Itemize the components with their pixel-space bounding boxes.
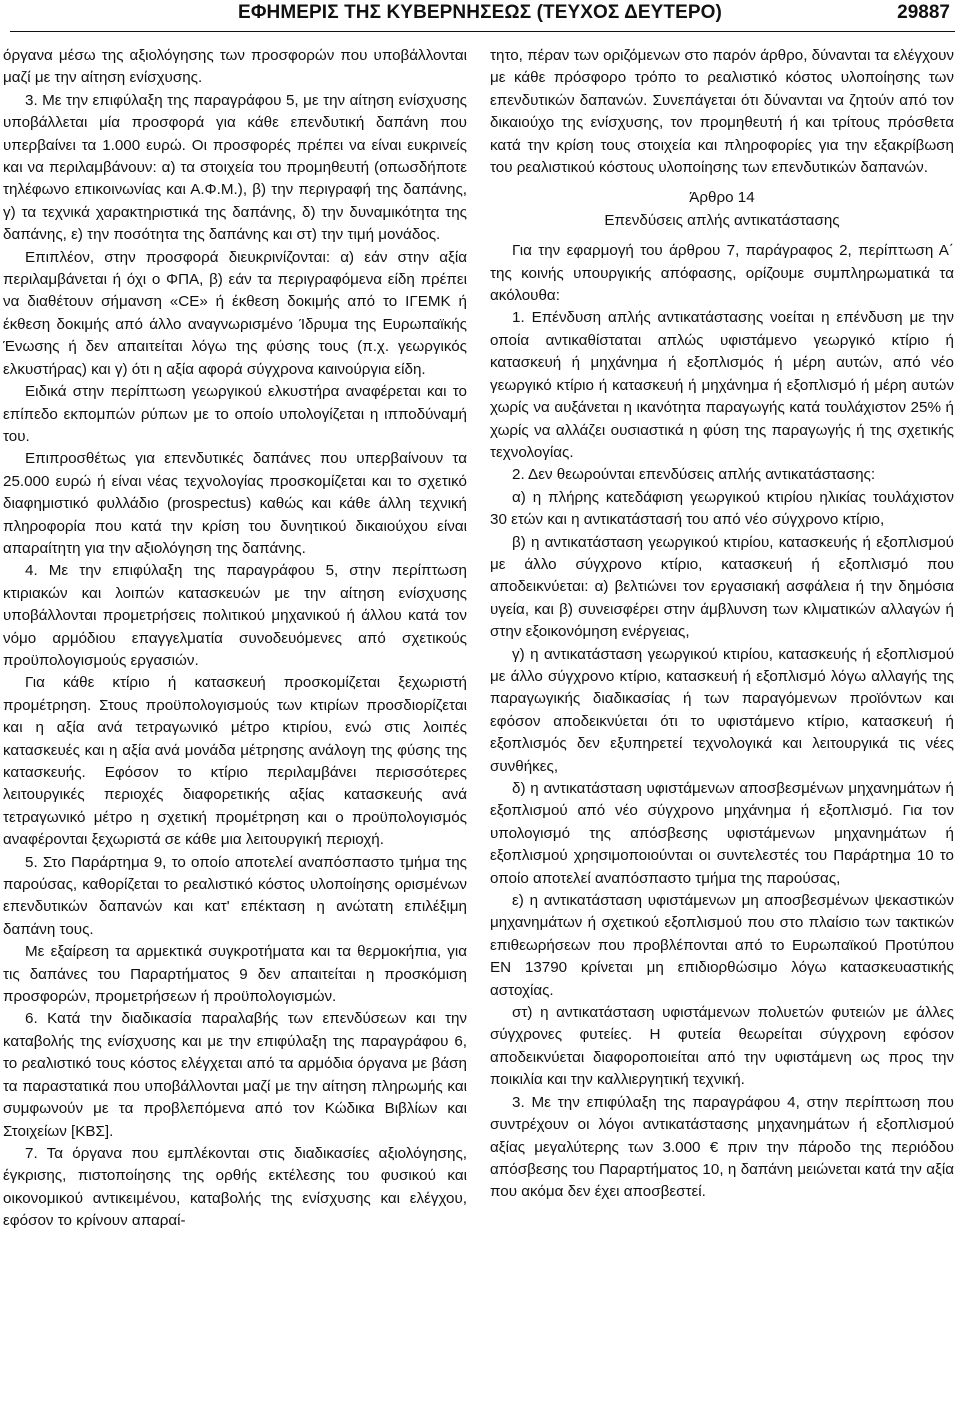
- right-column: [490, 45, 954, 1204]
- paragraph: Με εξαίρεση τα αρμεκτικά συγκροτήματα και τα θερμοκήπια, για τις δαπάνες του Παραρτήματος 9 δεν απαιτείται η προσκόμιση προσφορών, προμετρήσεων ή προϋπολογισμών.: [3, 943, 467, 1006]
- paragraph: 3. Με την επιφύλαξη της παραγράφου 4, στην περίπτωση που συντρέχουν οι λόγοι αντικατάστασης μηχανημάτων ή εξοπλισμού αξίας μεγαλύτερης των 3.000 € πριν την πάροδο της περιόδου απόσβεσης του Παραρτήματος 10, η δαπάνη μειώνεται κατά την αξία που ακόμα δεν έχει αποσβεστεί.: [490, 1093, 954, 1201]
- article-number: Άρθρο 14: [689, 189, 755, 207]
- paragraph: 3. Με την επιφύλαξη της παραγράφου 5, με την αίτηση ενίσχυσης υποβάλλεται μία προσφορά για κάθε επενδυτική δαπάνη που υπερβαίνει τα 1.000 ευρώ. Οι προσφορές πρέπει να είναι ευκρινείς και να περιλαμβάνουν: α) τα στοιχεία του προμηθευτή (οπωσδήποτε τηλέφωνο επικοινωνίας και Α.Φ.Μ.), β) την περιγραφή της δαπάνης, γ) τα τεχνικά χαρακτηριστικά της δαπάνης, δ) την δυναμικότητα της δαπάνης, ε) την ποσότητα της δαπάνης και στ) την τιμή μονάδος.: [3, 91, 467, 244]
- left-column: [3, 45, 467, 1233]
- paragraph: β) η αντικατάσταση γεωργικού κτιρίου, κατασκευής ή εξοπλισμού με άλλο σύγχρονο κτίριο, κατασκευή ή εξοπλισμό που αποδεικνύεται: α) βελτιώνει τον εργασιακή ασφάλεια ή την δημόσια υγεία, και β) συνεισφέρει στην άμβλυνση των κλιματικών αλλαγών ή στην εξοικονόμηση ενέργειας,: [490, 533, 954, 641]
- paragraph: 5. Στο Παράρτημα 9, το οποίο αποτελεί αναπόσπαστο τμήμα της παρούσας, καθορίζεται το ρεαλιστικό κόστος υλοποίησης ορισμένων επενδυτικών δαπανών και κατ' επέκταση η ανώτατη επιλέξιμη δαπάνη τους.: [3, 853, 467, 938]
- paragraph: τητο, πέραν των οριζόμενων στο παρόν άρθρο, δύνανται τα ελέγχουν με κάθε πρόσφορο τρόπο το ρεαλιστικό κόστος υλοποίησης των επενδυτικών δαπανών. Συνεπάγεται ότι δύνανται να ζητούν από τον δικαιούχο της ενίσχυσης, τον προμηθευτή ή και τρίτους πρόσθετα κατά την κρίση τους στοιχεία και πληροφορίες για την εξακρίβωση του ρεαλιστικού κόστους υλοποίησης των επενδυτικών δαπανών.: [490, 47, 954, 177]
- paragraph: 2. Δεν θεωρούνται επενδύσεις απλής αντικατάστασης:: [512, 466, 876, 484]
- paragraph: Για κάθε κτίριο ή κατασκευή προσκομίζεται ξεχωριστή προμέτρηση. Στους προϋπολογισμούς των κτιρίων προσδιορίζεται και η αξία ανά τετραγωνικό μέτρο κτιρίου, ενώ στις λοιπές κατασκευές και η αξία ανά μονάδα μέτρησης ανάλογη της φύσης της κατασκευής. Εφόσον το κτίριο περιλαμβάνει περισσότερες λειτουργικές περιοχές διαφορετικής αξίας κατασκευής ανά τετραγωνικό μέτρο η σχετική προμέτρηση και ο προϋπολογισμός αναφέρονται ξεχωριστά σε κάθε μια λειτουργική περιοχή.: [3, 674, 467, 849]
- paragraph: δ) η αντικατάσταση υφιστάμενων αποσβεσμένων μηχανημάτων ή εξοπλισμού από νέο σύγχρονο μηχάνημα ή εξοπλισμό. Για τον υπολογισμό της απόσβεσης υφιστάμενων μηχανημάτων ή εξοπλισμού χρησιμοποιούνται οι συντελεστές του Παράρτημα 10 το οποίο αποτελεί αναπόσπαστο τμήμα της παρούσας,: [490, 780, 954, 887]
- paragraph: στ) η αντικατάσταση υφιστάμενων πολυετών φυτειών με άλλες σύγχρονες φυτείες. Η φυτεία θεωρείται σύγχρονη εφόσον αποδεικνύεται διαφοροποιείται από την υφιστάμενη ως προς την ποικιλία και την καλλιεργητική τεχνική.: [490, 1004, 954, 1089]
- paragraph: Για την εφαρμογή του άρθρου 7, παράγραφος 2, περίπτωση Α΄ της κοινής υπουργικής απόφασης, ορίζουμε συμπληρωματικά τα ακόλουθα:: [490, 242, 954, 305]
- paragraph: Επιπλέον, στην προσφορά διευκρινίζονται: α) εάν στην αξία περιλαμβάνεται ή όχι ο ΦΠΑ, β) εάν τα περιγραφόμενα είδη πρέπει να διαθέτουν σήμανση «CE» ή έκθεση δοκιμής από το ΙΓΕΜΚ ή έκθεση δοκιμής από άλλο αναγνωρισμένο Ίδρυμα της Ευρωπαϊκής Ένωσης ή δεν απαιτείται λόγω της φύσης τους (π.χ. γεωργικός ελκυστήρας) και γ) ότι η αξία αφορά σύγχρονα καινούργια είδη.: [3, 248, 467, 378]
- paragraph: όργανα μέσω της αξιολόγησης των προσφορών που υποβάλλονται μαζί με την αίτηση ενίσχυσης.: [3, 47, 467, 87]
- paragraph: Ειδικά στην περίπτωση γεωργικού ελκυστήρα αναφέρεται και το επίπεδο εκπομπών ρύπων με το οποίο υπολογίζεται η ιπποδύναμή του.: [3, 383, 467, 445]
- paragraph: α) η πλήρης κατεδάφιση γεωργικού κτιρίου ηλικίας τουλάχιστον 30 ετών και η αντικατάστασή του από νέο σύγχρονο κτίριο,: [490, 488, 954, 529]
- paragraph: γ) η αντικατάσταση γεωργικού κτιρίου, κατασκευής ή εξοπλισμού με άλλο σύγχρονο κτίριο, κατασκευή ή εξοπλισμό λόγω αλλαγής της παραγωγικής διαδικασίας ή των παραγόμενων προϊόντων και εφόσον αποδεικνύεται ότι το υφιστάμενο κτίριο, κατασκευή ή εξοπλισμός δεν εξυπηρετεί τεχνολογικά και λειτουργικά τις νέες συνθήκες,: [490, 645, 954, 775]
- paragraph: 7. Τα όργανα που εμπλέκονται στις διαδικασίες αξιολόγησης, έγκρισης, πιστοποίησης της ορθής εκτέλεσης του φυσικού και οικονομικού αντικειμένου, καταβολής της ενίσχυσης και ελέγχου, εφόσον το κρίνουν απαραί-: [3, 1144, 467, 1230]
- page-header: [0, 0, 960, 40]
- header-rule: [10, 31, 955, 32]
- page-number: 29887: [897, 2, 950, 23]
- paragraph: 4. Με την επιφύλαξη της παραγράφου 5, στην περίπτωση κτιριακών και λοιπών κατασκευών με την αίτηση ενίσχυσης υποβάλλονται προμετρήσεις πολιτικού μηχανικού ή άλλου κατά τον νόμο αρμόδιου επαγγελματία συνοδευόμενες από σχετικούς προϋπολογισμούς εργασιών.: [3, 562, 467, 669]
- paragraph: 1. Επένδυση απλής αντικατάστασης νοείται η επένδυση με την οποία αντικαθίσταται απλώς υφιστάμενο γεωργικό κτίριο ή κατασκευή ή μηχάνημα ή εξοπλισμός ή μέρη αυτών, από νέο γεωργικό κτίριο ή κατασκευή ή μηχάνημα ή εξοπλισμό ή μέρη αυτών χωρίς να αυξάνεται η ικανότητα παραγωγής κατά τουλάχιστον 25% ή χωρίς να αλλάζει ουσιαστικά η φύση της παραγωγής ή της σχετικής τεχνολογίας.: [490, 309, 954, 461]
- paragraph: 6. Κατά την διαδικασία παραλαβής των επενδύσεων και την καταβολής της ενίσχυσης και με την επιφύλαξη της παραγράφου 6, το ρεαλιστικό τους κόστος ελέγχεται από τα αρμόδια όργανα με βάση τα παραστατικά που υποβάλλονται μαζί με την αίτηση πληρωμής και συμφωνούν με τα προβλεπόμενα από τον Κώδικα Βιβλίων και Στοιχείων [ΚΒΣ].: [3, 1010, 467, 1140]
- article-title: Επενδύσεις απλής αντικατάστασης: [604, 211, 840, 229]
- paragraph: Επιπροσθέτως για επενδυτικές δαπάνες που υπερβαίνουν τα 25.000 ευρώ ή είναι νέας τεχνολογίας προσκομίζεται και το σχετικό διαφημιστικό φυλλάδιο (prospectus) καθώς και κάθε άλλη τεχνική πληροφορία που κατά την κρίση του δυνητικού δικαιούχου είναι απαραίτητη για την αξιολόγηση της δαπάνης.: [3, 450, 467, 557]
- paragraph: ε) η αντικατάσταση υφιστάμενων μη αποσβεσμένων ψεκαστικών μηχανημάτων ή σχετικού εξοπλισμού που στο πλαίσιο των τακτικών επιθεωρήσεων που προβλέπονται από το Ευρωπαϊκού Προτύπου ΕΝ 13790 κρίνεται μη επιδιορθώσιμο λόγω κατασκευαστικής αστοχίας.: [490, 892, 954, 999]
- gazette-title: ΕΦΗΜΕΡΙΣ ΤΗΣ ΚΥΒΕΡΝΗΣΕΩΣ (ΤΕΥΧΟΣ ΔΕΥΤΕΡΟ): [238, 2, 722, 23]
